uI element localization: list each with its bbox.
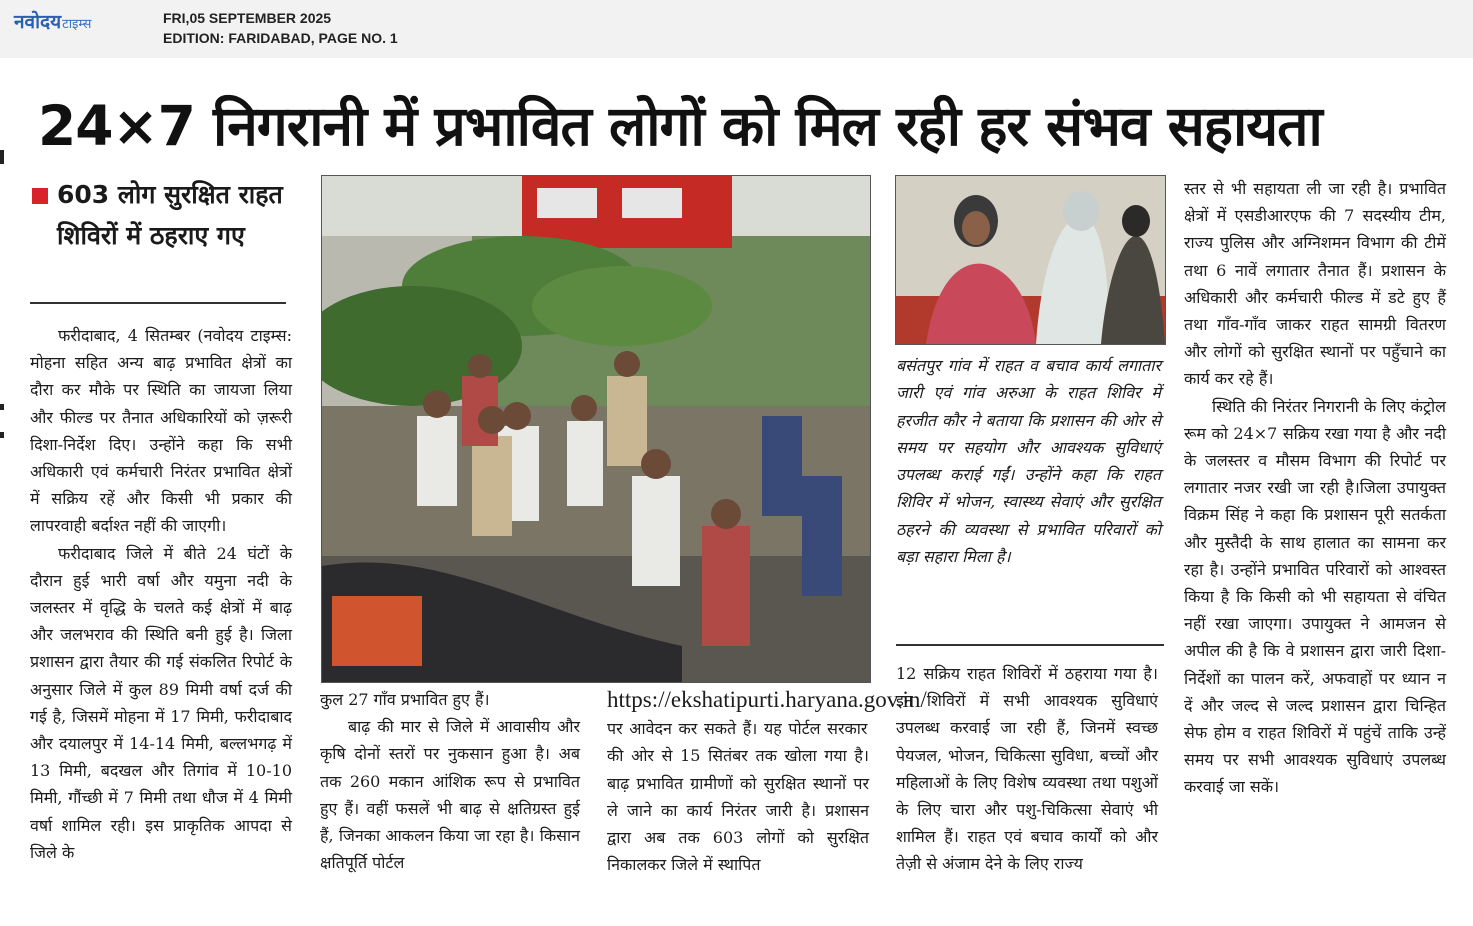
paragraph: कुल 27 गाँव प्रभावित हुए हैं। (320, 690, 490, 709)
masthead-bar (0, 0, 1473, 58)
newspaper-logo[interactable] (14, 8, 91, 34)
photo-illustration (896, 176, 1165, 344)
paragraph: बाढ़ की मार से जिले में आवासीय और कृषि दोनों स्तरों पर नुकसान हुआ है। अब तक 260 मकान आंशिक रूप से प्रभावित हुए हैं। वहीं फसलें भी बाढ़ से क्षतिग्रस्त हुई हैं, जिनका आकलन किया जा रहा है। किसान क्षतिपूर्ति पोर्टल (320, 717, 580, 873)
relief-camp-photo (895, 175, 1166, 345)
article-headline: 24×7 निगरानी में प्रभावित लोगों को मिल रही हर संभव सहायता (38, 94, 1322, 158)
logo-main: नवोदय (14, 11, 62, 33)
compensation-portal-link[interactable]: https://ekshatipurti.haryana.gov.in/ (607, 687, 927, 712)
article-column-4 (896, 660, 1158, 878)
photo-illustration (322, 176, 870, 682)
issue-date: FRI,05 SEPTEMBER 2025 (163, 10, 332, 26)
article-column-1 (30, 322, 292, 866)
edition-info: EDITION: FARIDABAD, PAGE NO. 1 (163, 30, 398, 46)
logo-sub: टाइम्स (62, 17, 92, 32)
page-edge-mark (0, 150, 4, 164)
page-edge-mark (0, 404, 4, 410)
caption-divider (896, 644, 1164, 646)
subhead-divider (30, 302, 286, 304)
paragraph: स्तर से भी सहायता ली जा रही है। प्रभावित क्षेत्रों में एसडीआरएफ की 7 सदस्यीय टीम, राज्य पुलिस और अग्निशमन विभाग की टीमें तथा 6 नावें लगातार तैनात हैं। प्रशासन के अधिकारी और कर्मचारी फील्ड में डटे हुए हैं तथा गाँव-गाँव जाकर राहत सामग्री वितरण और लोगों को सुरक्षित स्थानों पर पहुँचाने का कार्य कर रहे हैं। (1184, 179, 1446, 389)
page-edge-mark (0, 432, 4, 438)
article-column-2 (320, 686, 580, 876)
paragraph: 12 सक्रिय राहत शिविरों में ठहराया गया है। इन शिविरों में सभी आवश्यक सुविधाएं उपलब्ध करवाई जा रही हैं, जिनमें स्वच्छ पेयजल, भोजन, चिकित्सा सुविधा, बच्चों और महिलाओं के लिए विशेष व्यवस्था तथा पशुओं के लिए चारा और पशु-चिकित्सा सेवाएं भी शामिल हैं। राहत एवं बचाव कार्यों को और तेज़ी से अंजाम देने के लिए राज्य (896, 664, 1158, 874)
flood-rescue-photo (321, 175, 871, 683)
paragraph-text: पर आवेदन कर सकते हैं। यह पोर्टल सरकार की ओर से 15 सितंबर तक खोला गया है। बाढ़ प्रभावित ग्रामीणों को सुरक्षित स्थानों पर ले जाने का कार्य निरंतर जारी है। प्रशासन द्वारा अब तक 603 लोगों को सुरक्षित निकालकर जिले में स्थापित (607, 719, 869, 875)
edition-meta (163, 8, 398, 48)
paragraph: स्थिति की निरंतर निगरानी के लिए कंट्रोल रूम को 24×7 सक्रिय रखा गया है और नदी के जलस्तर व मौसम विभाग की रिपोर्ट पर लगातार नजर रखी जा रही है।जिला उपायुक्त विक्रम सिंह ने कहा कि प्रशासन पूरी सतर्कता और मुस्तैदी के साथ हालात का सामना कर रहा है। उन्होंने प्रभावित परिवारों को आश्वस्त किया है कि किसी को भी सहायता से वंचित नहीं रखा जाएगा। उपायुक्त ने आमजन से अपील की है कि वे प्रशासन द्वारा जारी दिशा-निर्देशों का पालन करें, अफवाहों पर ध्यान न दें और जल्द से जल्द प्रशासन द्वारा चिन्हित सेफ होम व राहत शिविरों में पहुंचें ताकि उन्हें समय पर सभी आवश्यक सुविधाएं उपलब्ध करवाई जा सकें। (1184, 396, 1446, 797)
article-column-5 (1184, 175, 1446, 801)
paragraph: फरीदाबाद, 4 सितम्बर (नवोदय टाइम्स: मोहना सहित अन्य बाढ़ प्रभावित क्षेत्रों का दौरा कर मौके पर स्थिति का जायजा लिया और फील्ड पर तैनात अधिकारियों को ज़रूरी दिशा-निर्देश दिए। उन्होंने कहा कि सभी अधिकारी एवं कर्मचारी निरंतर प्रभावित क्षेत्रों में सक्रिय रहें और किसी भी प्रकार की लापरवाही बर्दाश्त नहीं की जाएगी। (30, 326, 292, 536)
subhead-bullet-icon (32, 188, 48, 204)
paragraph: फरीदाबाद जिले में बीते 24 घंटों के दौरान हुई भारी वर्षा और यमुना नदी के जलस्तर में वृद्धि के चलते कई क्षेत्रों में बाढ़ और जलभराव की स्थिति बनी हुई है। जिला प्रशासन द्वारा तैयार की गई संकलित रिपोर्ट के अनुसार जिले में कुल 89 मिमी वर्षा दर्ज की गई है, जिसमें मोहना में 17 मिमी, फरीदाबाद और दयालपुर में 14-14 मिमी, बल्लभगढ़ में 13 मिमी, बदखल और तिगांव में 10-10 मिमी, गौंच्छी में 7 मिमी तथा धौज में 4 मिमी वर्षा शामिल रही। इस प्राकृतिक आपदा से जिले के (30, 543, 292, 862)
paragraph (607, 686, 927, 878)
article-column-3 (607, 686, 927, 878)
photo-caption: बसंतपुर गांव में राहत व बचाव कार्य लगातार जारी एवं गांव अरुआ के राहत शिविर में हरजीत कौर ने बताया कि प्रशासन की ओर से समय पर सहयोग और आवश्यक सुविधाएं उपलब्ध कराई गईं। उन्होंने कहा कि राहत शिविर में भोजन, स्वास्थ्य सेवाएं और सुरक्षित ठहरने की व्यवस्था से प्रभावित परिवारों को बड़ा सहारा मिला है। (896, 356, 1161, 567)
article-subheadline: 603 लोग सुरक्षित राहत शिविरों में ठहराए गए (57, 180, 283, 250)
